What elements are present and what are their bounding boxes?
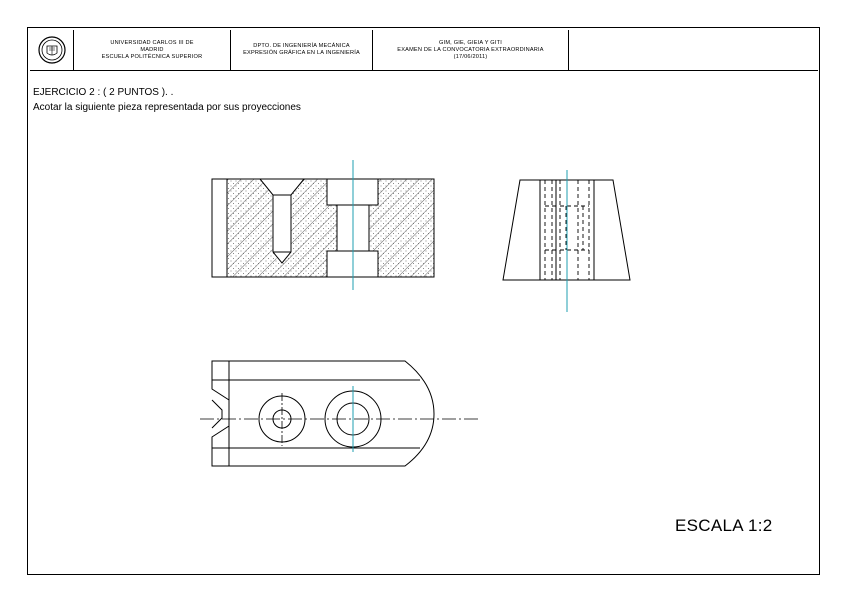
plan-view-notch: [212, 400, 222, 428]
exam-line-2: EXAMEN DE LA CONVOCATORIA EXTRAORDINARIA: [397, 46, 544, 53]
exercise-title: EJERCICIO 2 : ( 2 PUNTOS ). .: [33, 87, 174, 98]
drilled-hole-profile: [273, 195, 291, 263]
university-line-3: ESCUELA POLITÉCNICA SUPERIOR: [101, 53, 203, 60]
department-line-2: EXPRESIÓN GRÁFICA EN LA INGENIERÍA: [243, 50, 360, 56]
exam-line-1: GIM, GIE, GIEIA Y GITI: [439, 39, 502, 46]
section-hatch: [227, 179, 434, 277]
exercise-description: Acotar la siguiente pieza representada por sus proyecciones: [33, 102, 301, 113]
exam-line-3: (17/06/2011): [453, 53, 488, 60]
front-section-view: [212, 179, 434, 277]
university-line-2: MADRID: [140, 46, 164, 53]
scale-label: ESCALA 1:2: [675, 516, 773, 535]
university-line-1: UNIVERSIDAD CARLOS III DE: [110, 39, 194, 46]
plan-view-outline: [212, 361, 434, 466]
plan-view: [212, 361, 434, 466]
department-line-1: DPTO. DE INGENIERÍA MECÁNICA: [253, 43, 350, 49]
